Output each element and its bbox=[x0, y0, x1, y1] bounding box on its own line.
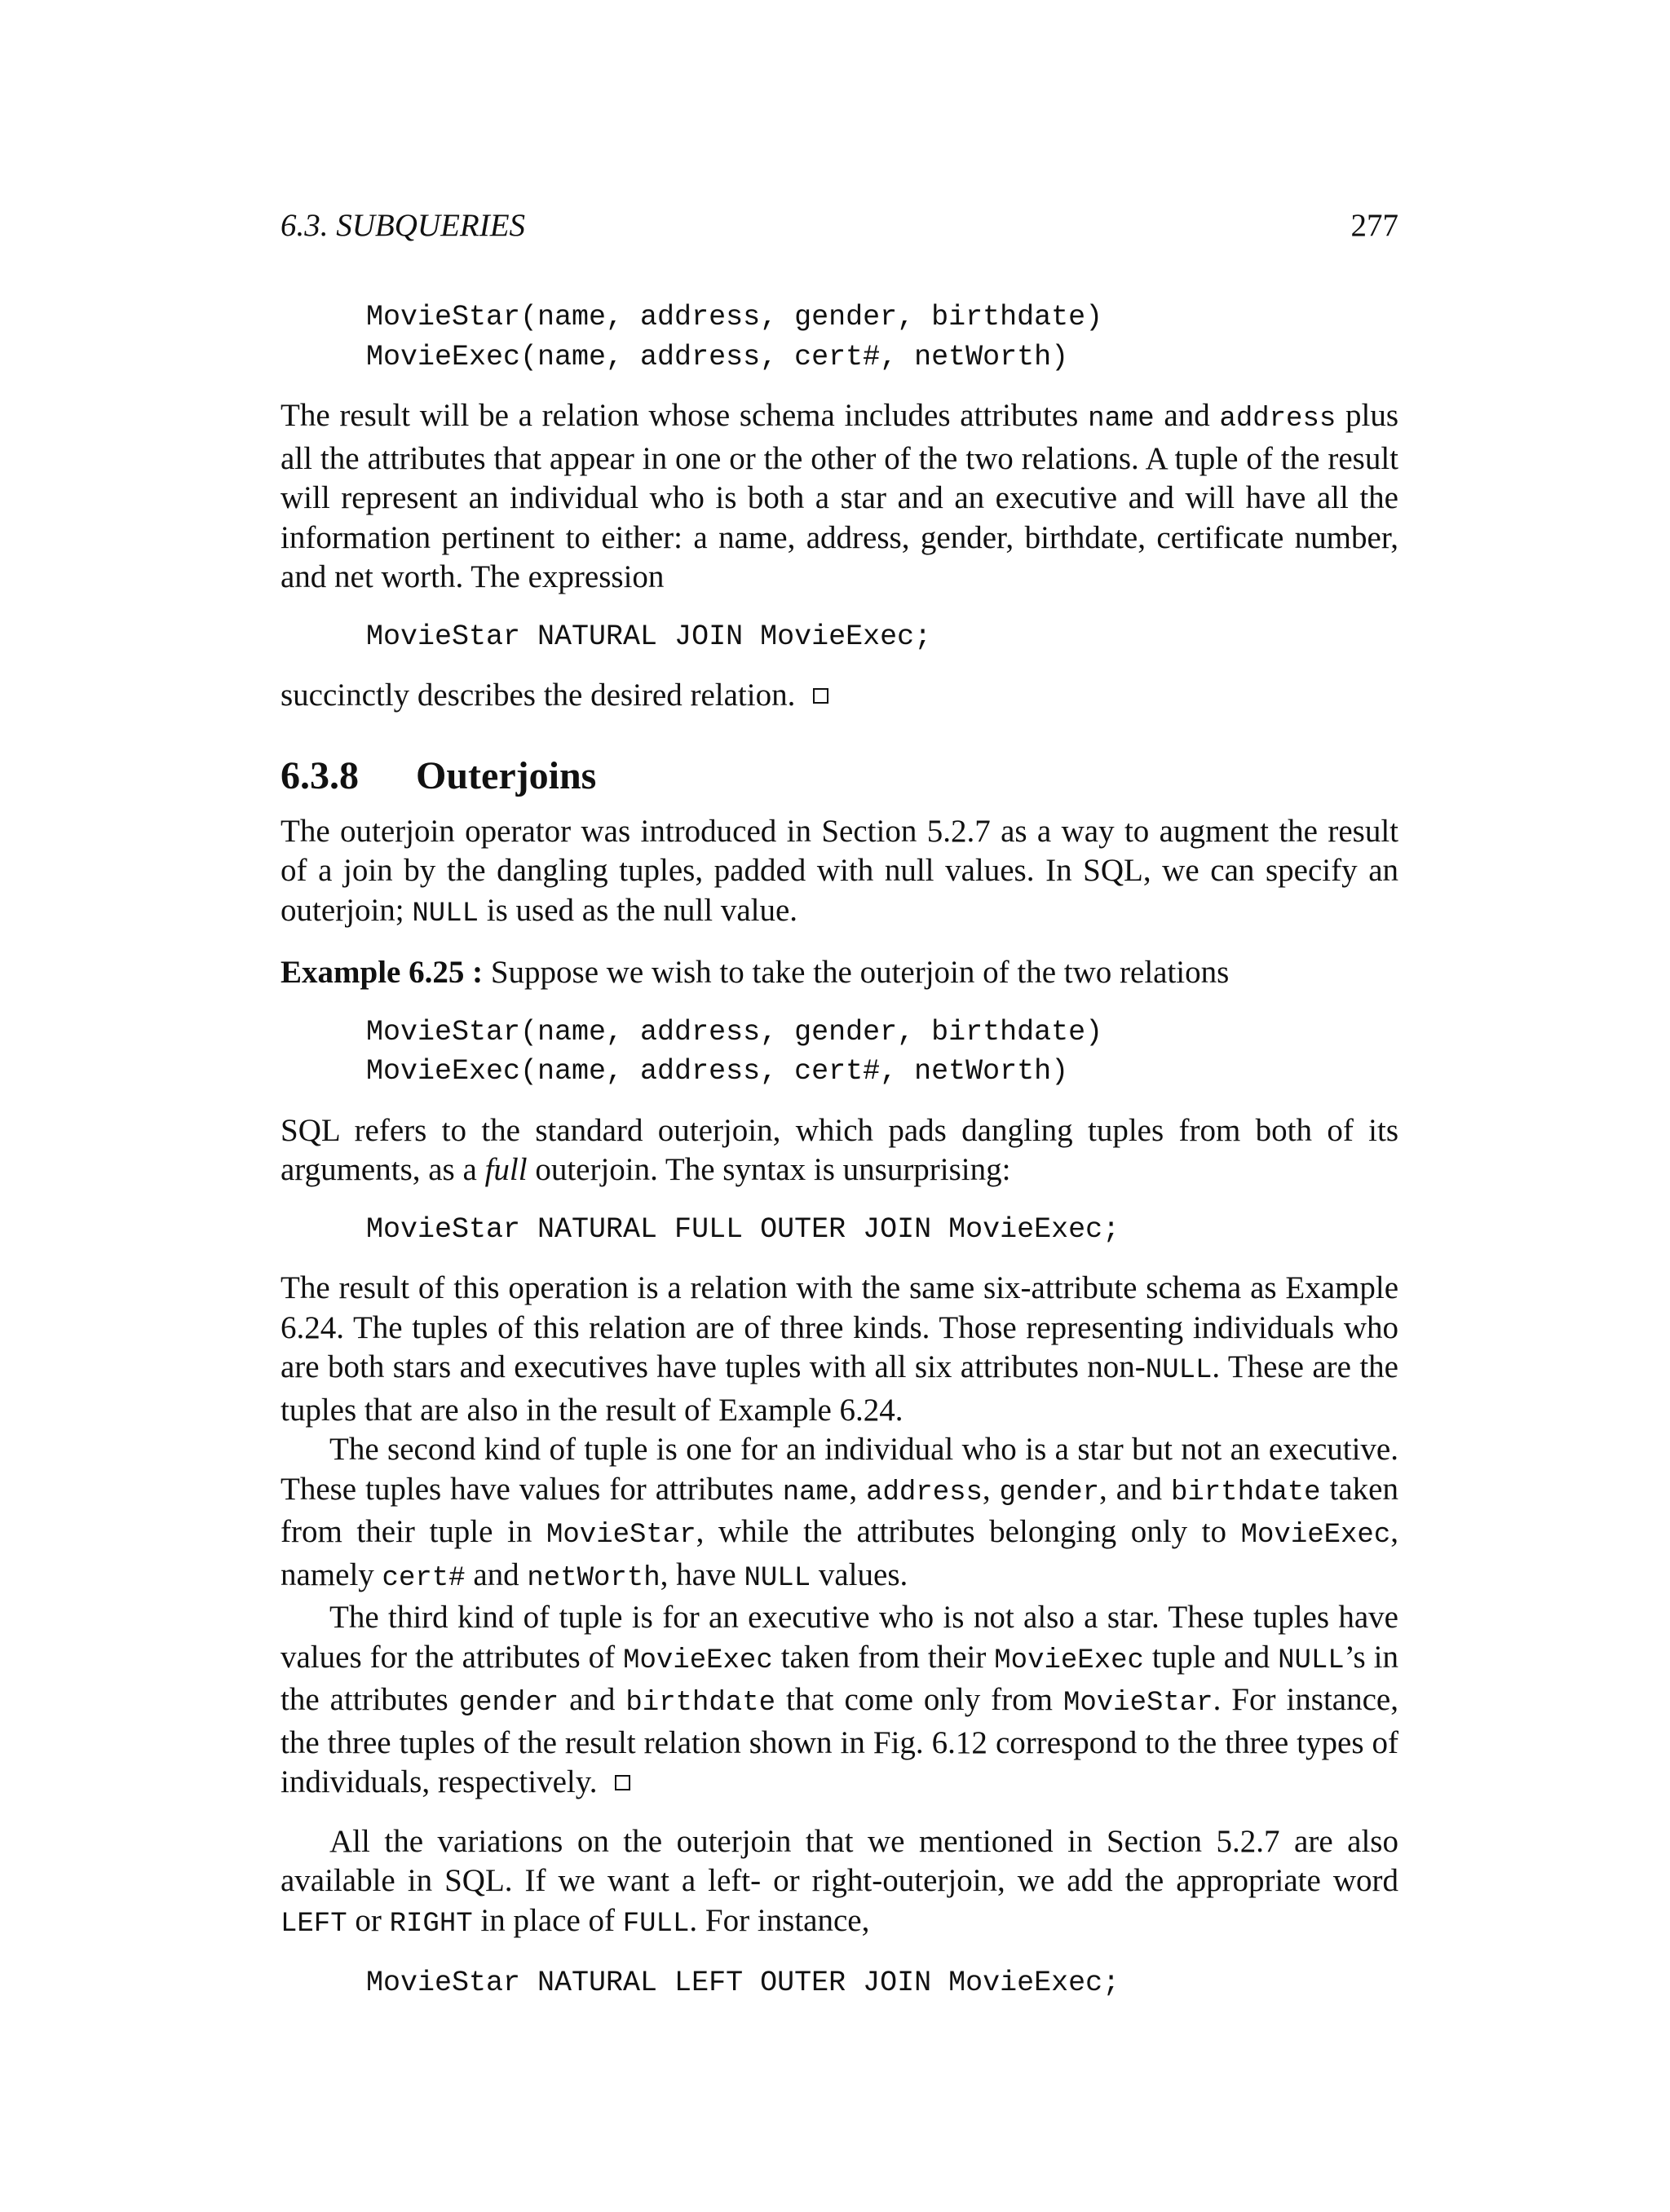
text-run: in place of bbox=[472, 1902, 623, 1938]
paragraph bbox=[281, 1269, 1398, 1430]
paragraph bbox=[281, 396, 1398, 598]
code-line: MovieStar(name, address, gender, birthdate) bbox=[366, 1015, 1103, 1049]
inline-code: NULL bbox=[412, 898, 479, 929]
code-line: MovieStar(name, address, gender, birthdate) bbox=[366, 301, 1103, 333]
example-paragraph bbox=[281, 953, 1398, 993]
inline-code: address bbox=[866, 1477, 983, 1508]
inline-code: LEFT bbox=[281, 1908, 347, 1940]
schema-code-block bbox=[366, 298, 1398, 377]
section-heading bbox=[281, 752, 1398, 801]
text-run: All the variations on the outerjoin that we mentioned in Section 5.2.7 are also available in SQL. If we want a left- or right-outerjoin, we add the appropriate word bbox=[281, 1823, 1398, 1898]
paragraph bbox=[281, 676, 1398, 716]
text-run: The result will be a relation whose schema includes attributes bbox=[281, 398, 1089, 433]
text-run: and bbox=[465, 1556, 528, 1592]
inline-code: NULL bbox=[1145, 1355, 1213, 1386]
end-of-example-box-icon bbox=[615, 1775, 630, 1790]
inline-code: MovieExec bbox=[994, 1645, 1144, 1676]
text-run: that come only from bbox=[775, 1682, 1063, 1717]
running-head bbox=[281, 205, 1398, 246]
text-run: or bbox=[347, 1902, 390, 1938]
schema-code-block bbox=[366, 1013, 1398, 1092]
paragraph bbox=[281, 1111, 1398, 1190]
text-run: The outerjoin operator was introduced in Section 5.2.7 as a way to augment the result of a join by the dangling tuples, padded with null values. In SQL, we can specify an outerjoin; bbox=[281, 813, 1398, 928]
text-run: The second kind of tuple is one for an individual who is a star but not an executive. These tuples have values for attributes bbox=[281, 1432, 1398, 1507]
inline-code: NULL bbox=[1278, 1645, 1345, 1676]
inline-code: address bbox=[1219, 404, 1336, 435]
inline-code: NULL bbox=[744, 1562, 811, 1594]
text-run: values. bbox=[811, 1556, 908, 1592]
left-outer-join-code: MovieStar NATURAL LEFT OUTER JOIN MovieExec; bbox=[366, 1967, 1120, 1999]
text-run: , have bbox=[660, 1556, 744, 1592]
text-run: outerjoin. The syntax is unsurprising: bbox=[527, 1152, 1011, 1187]
inline-code: birthdate bbox=[625, 1688, 776, 1719]
text-run: , bbox=[982, 1471, 1000, 1507]
example-label: Example 6.25 : bbox=[281, 955, 484, 990]
text-run: , and bbox=[1099, 1471, 1171, 1507]
end-of-proof-box-icon bbox=[813, 688, 828, 704]
text-run: . These are the tuples that are also in the result of Example 6.24. bbox=[281, 1349, 1398, 1428]
inline-code: name bbox=[1088, 404, 1155, 435]
text-run: , while the attributes belonging only to bbox=[696, 1514, 1241, 1549]
text-run: plus all the attributes that appear in one or the other of the two relations. A tuple of the result will represent an individual who is both a star and an executive and will have all the information pertinent to either: a name, address, gender, birthdate, certificate number, and net worth. The expression bbox=[281, 398, 1398, 594]
paragraph bbox=[281, 1430, 1398, 1598]
text-run: , bbox=[849, 1471, 867, 1507]
inline-code: FULL bbox=[622, 1908, 690, 1940]
paragraph bbox=[281, 812, 1398, 934]
text-run: . For instance, the three tuples of the result relation shown in Fig. 6.12 correspond to the three types of individuals, respectively. bbox=[281, 1682, 1398, 1799]
section-title: Outerjoins bbox=[416, 753, 597, 797]
paragraph bbox=[281, 1822, 1398, 1945]
paragraph bbox=[281, 1598, 1398, 1803]
text-run: The third kind of tuple is for an executive who is not also a star. These tuples have values for the attributes of bbox=[281, 1600, 1398, 1675]
inline-code: MovieExec bbox=[1240, 1520, 1391, 1551]
inline-code: MovieStar bbox=[1063, 1688, 1213, 1719]
full-outer-join-code: MovieStar NATURAL FULL OUTER JOIN MovieExec; bbox=[366, 1212, 1120, 1246]
inline-code: name bbox=[782, 1477, 850, 1508]
inline-code: gender bbox=[458, 1688, 559, 1719]
inline-code: gender bbox=[999, 1477, 1100, 1508]
text-run: taken from their tuple in bbox=[281, 1471, 1398, 1549]
code-line: MovieExec(name, address, cert#, netWorth) bbox=[366, 340, 1069, 373]
section-number: 6.3.8 bbox=[281, 753, 359, 797]
page-number: 277 bbox=[1350, 208, 1398, 243]
text-run: . For instance, bbox=[689, 1902, 870, 1938]
text-run: Suppose we wish to take the outerjoin of the two relations bbox=[483, 955, 1230, 990]
inline-code: birthdate bbox=[1170, 1477, 1321, 1508]
emphasis: full bbox=[484, 1152, 528, 1187]
text-run: tuple and bbox=[1143, 1639, 1279, 1675]
code-line: MovieExec(name, address, cert#, netWorth) bbox=[366, 1055, 1069, 1088]
inline-code: netWorth bbox=[527, 1562, 660, 1594]
text-run: is used as the null value. bbox=[479, 892, 798, 928]
text-run: , namely bbox=[281, 1514, 1398, 1592]
page-body bbox=[281, 298, 1398, 2003]
inline-code: cert# bbox=[382, 1562, 466, 1594]
inline-code: RIGHT bbox=[389, 1908, 473, 1940]
inline-code: MovieExec bbox=[623, 1645, 773, 1676]
natural-join-code: MovieStar NATURAL JOIN MovieExec; bbox=[366, 620, 932, 653]
text-run: The result of this operation is a relation with the same six-attribute schema as Example 6.24. The tuples of this relation are of three kinds. Those representing individuals who are both stars and executives have tuples with all six attributes non- bbox=[281, 1270, 1398, 1384]
inline-code: MovieStar bbox=[546, 1520, 696, 1551]
running-head-title: 6.3. SUBQUERIES bbox=[281, 208, 526, 243]
text-run: and bbox=[559, 1682, 626, 1717]
text-run: and bbox=[1154, 398, 1220, 433]
text-run: SQL refers to the standard outerjoin, which pads dangling tuples from both of its arguments, as a bbox=[281, 1112, 1398, 1187]
text-run: taken from their bbox=[772, 1639, 995, 1675]
text-run: succinctly describes the desired relation. bbox=[281, 678, 796, 713]
text-run: ’s in the attributes bbox=[281, 1639, 1398, 1717]
